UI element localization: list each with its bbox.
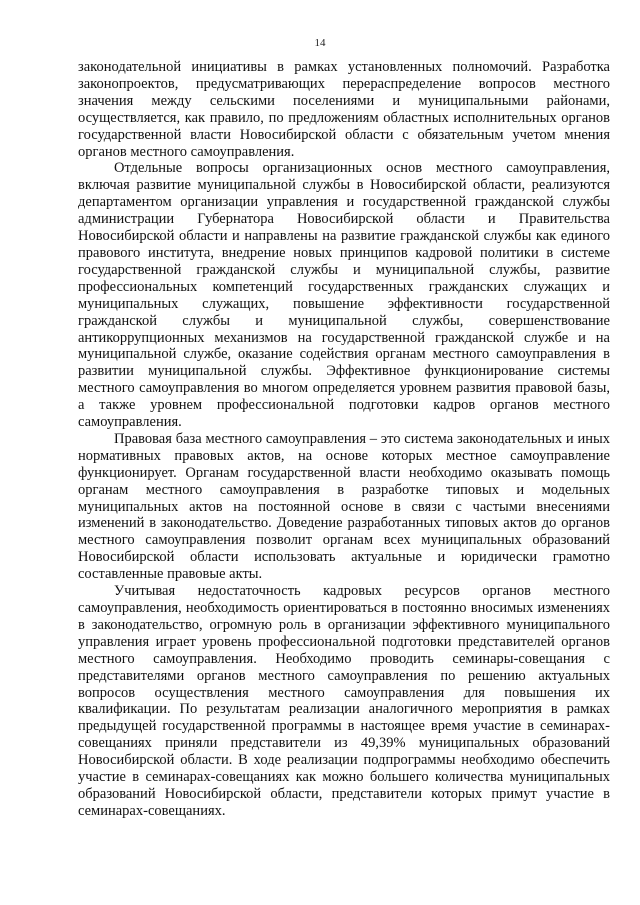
page-number: 14 <box>314 37 326 49</box>
paragraph-legislative-initiative: законодательной инициативы в рамках установленных полномочий. Разработка законопроектов, предусматривающих перераспределение вопросов местного значения между сельскими поселениями и муниципальными районами, осуществляется, как правило, по предложениям областных исполнительных органов государственной власти Новосибирской области с обязательным учетом мнения органов местного самоуправления. <box>78 59 610 160</box>
paragraph-staff-training: Учитывая недостаточность кадровых ресурсов органов местного самоуправления, необходимость ориентироваться в постоянно вносимых изменениях в законодательство, огромную роль в организации эффективного муниципального управления играет уровень профессиональной подготовки представителей органов местного самоуправления. Необходимо проводить семинары-совещания с представителями органов местного самоуправления по решению актуальных вопросов осуществления местного самоуправления для повышения их квалификации. По результатам реализации аналогичного мероприятия в рамках предыдущей государственной программы в настоящее время участие в семинарах-совещаниях приняли представители из 49,39% муниципальных образований Новосибирской области. В ходе реализации подпрограммы необходимо обеспечить участие в семинарах-совещаниях как можно большего количества муниципальных образований Новосибирской области, представители которых примут участие в семинарах-совещаниях. <box>78 583 610 819</box>
paragraph-legal-base: Правовая база местного самоуправления – это система законодательных и иных нормативных правовых актов, на основе которых местное самоуправление функционирует. Органам государственной власти необходимо оказывать помощь органам местного самоуправления в разработке типовых и модельных муниципальных актов на постоянной основе в связи с частыми внесениями изменений в законодательство. Доведение разработанных типовых актов до органов местного самоуправления позволит органам всех муниципальных образований Новосибирской области использовать актуальные и юридически грамотно составленные правовые акты. <box>78 430 610 583</box>
document-body <box>78 59 610 820</box>
paragraph-organizational-foundations: Отдельные вопросы организационных основ местного самоуправления, включая развитие муниципальной службы в Новосибирской области, реализуются департаментом организации управления и государственной гражданской службы администрации Губернатора Новосибирской области и Правительства Новосибирской области и направлены на развитие гражданской службы как единого правового института, внедрение новых принципов кадровой политики в системе государственной гражданской службы и муниципальной службы, развитие профессиональных компетенций государственных гражданских служащих и муниципальных служащих, повышение эффективности государственной гражданской службы и муниципальной службы, совершенствование антикоррупционных механизмов на государственной гражданской службе и на муниципальной службе, оказание содействия органам местного самоуправления в развитии муниципальной службы. Эффективное функционирование системы местного самоуправления во многом определяется уровнем развития правовой базы, а также уровнем профессиональной подготовки кадров органов местного самоуправления. <box>78 160 610 431</box>
